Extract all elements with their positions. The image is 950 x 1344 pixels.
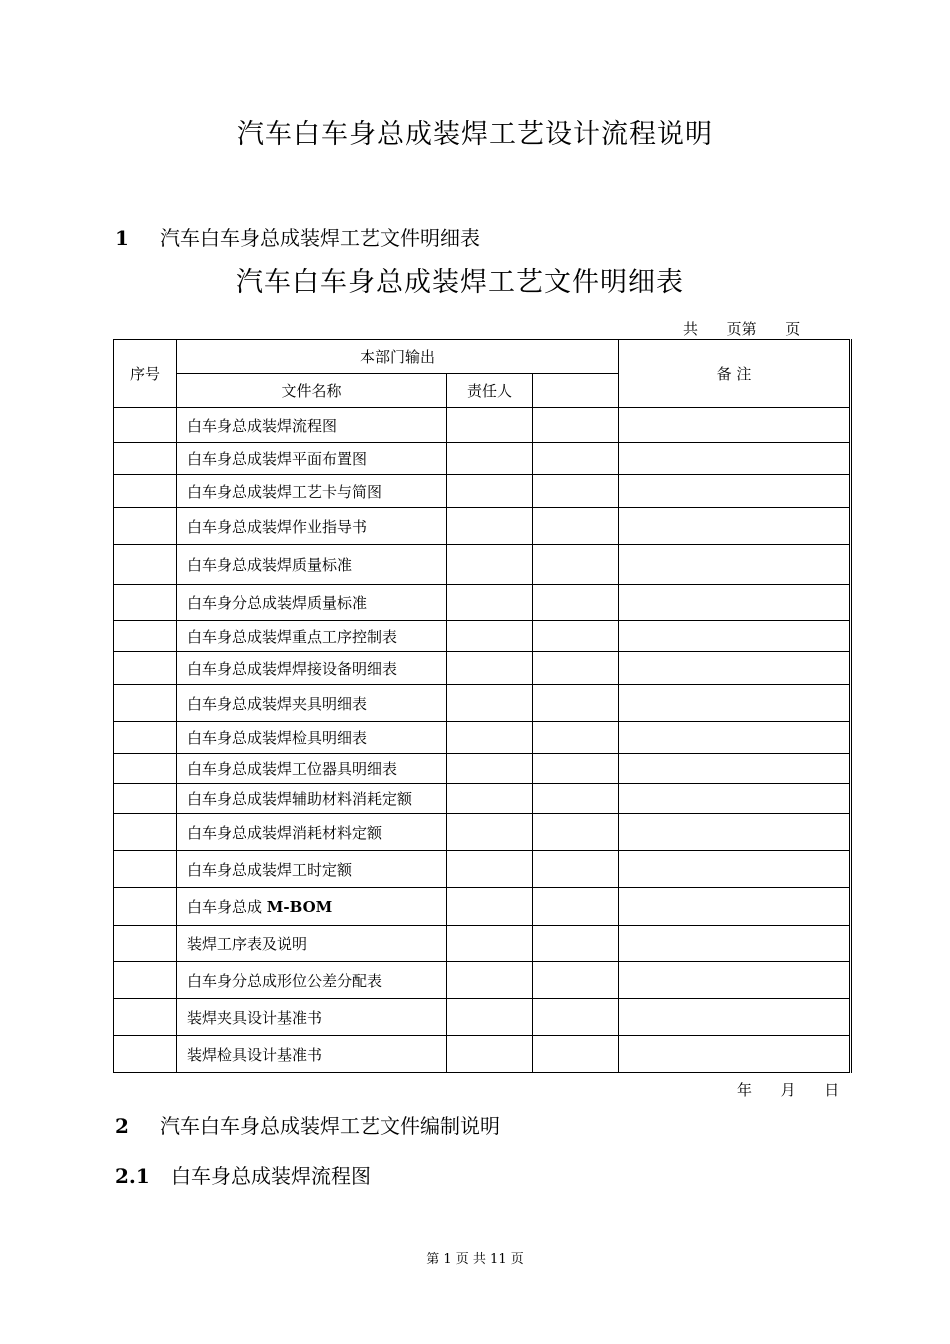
section-1-heading (115, 222, 480, 251)
file-name-cell: 白车身总成装焊平面布置图 (177, 443, 447, 475)
header-seq: 序号 (114, 340, 177, 408)
file-name-cell: 白车身总成装焊夹具明细表 (177, 685, 447, 722)
section-text: 汽车白车身总成装焊工艺文件明细表 (160, 226, 480, 250)
table-row (114, 652, 851, 685)
file-name-text: 白车身总成 (187, 898, 263, 916)
file-name-cell: 白车身总成装焊工时定额 (177, 851, 447, 888)
file-name-cell: 装焊工序表及说明 (177, 926, 447, 962)
table-row (114, 621, 851, 652)
table-row (114, 754, 851, 784)
table-title: 汽车白车身总成装焊工艺文件明细表 (236, 267, 684, 298)
file-name-cell: 白车身分总成形位公差分配表 (177, 962, 447, 999)
file-name-cell: 白车身总成装焊流程图 (177, 408, 447, 443)
document-list-table (113, 339, 852, 1073)
date-line: 年 月 日 (737, 1081, 840, 1099)
mbom-label: M-BOM (266, 898, 333, 916)
page-count-line: 共 页第 页 (683, 320, 801, 338)
table-row (114, 475, 851, 508)
table-row (114, 851, 851, 888)
file-name-cell: 白车身总成装焊焊接设备明细表 (177, 652, 447, 685)
file-name-cell: 装焊检具设计基准书 (177, 1036, 447, 1073)
file-name-cell: 白车身总成装焊检具明细表 (177, 722, 447, 754)
table-row (114, 722, 851, 754)
file-name-cell: 白车身总成装焊作业指导书 (177, 508, 447, 545)
header-remarks: 备 注 (619, 340, 851, 408)
section-number: 2.1 (115, 1164, 150, 1188)
header-file-name: 文件名称 (177, 374, 447, 408)
file-name-cell: 白车身总成装焊消耗材料定额 (177, 814, 447, 851)
table-row (114, 814, 851, 851)
table-row (114, 888, 851, 926)
file-name-cell: 白车身分总成装焊质量标准 (177, 585, 447, 621)
header-dept-output: 本部门输出 (177, 340, 619, 374)
table-row (114, 585, 851, 621)
table-row (114, 408, 851, 443)
file-name-cell: 白车身总成装焊辅助材料消耗定额 (177, 784, 447, 814)
section-text: 汽车白车身总成装焊工艺文件编制说明 (160, 1114, 500, 1138)
file-name-cell: 白车身总成装焊工艺卡与简图 (177, 475, 447, 508)
file-name-cell: 白车身总成装焊质量标准 (177, 545, 447, 585)
table-row (114, 508, 851, 545)
file-name-cell (177, 888, 447, 926)
section-2-heading (115, 1110, 500, 1139)
table-row (114, 1036, 851, 1073)
page-footer: 第 1 页 共 11 页 (426, 1252, 524, 1267)
file-name-cell: 装焊夹具设计基准书 (177, 999, 447, 1036)
header-responsible: 责任人 (447, 374, 533, 408)
table-row (114, 962, 851, 999)
table-row (114, 999, 851, 1036)
section-text: 白车身总成装焊流程图 (171, 1164, 371, 1188)
file-name-cell: 白车身总成装焊工位器具明细表 (177, 754, 447, 784)
file-name-cell: 白车身总成装焊重点工序控制表 (177, 621, 447, 652)
table-row (114, 443, 851, 475)
section-number: 2 (115, 1114, 129, 1138)
table-row (114, 545, 851, 585)
document-title: 汽车白车身总成装焊工艺设计流程说明 (237, 119, 713, 150)
section-number: 1 (115, 226, 129, 250)
table-row (114, 926, 851, 962)
header-empty (533, 374, 619, 408)
section-2-1-heading (115, 1160, 371, 1189)
table-row (114, 784, 851, 814)
table-row (114, 685, 851, 722)
